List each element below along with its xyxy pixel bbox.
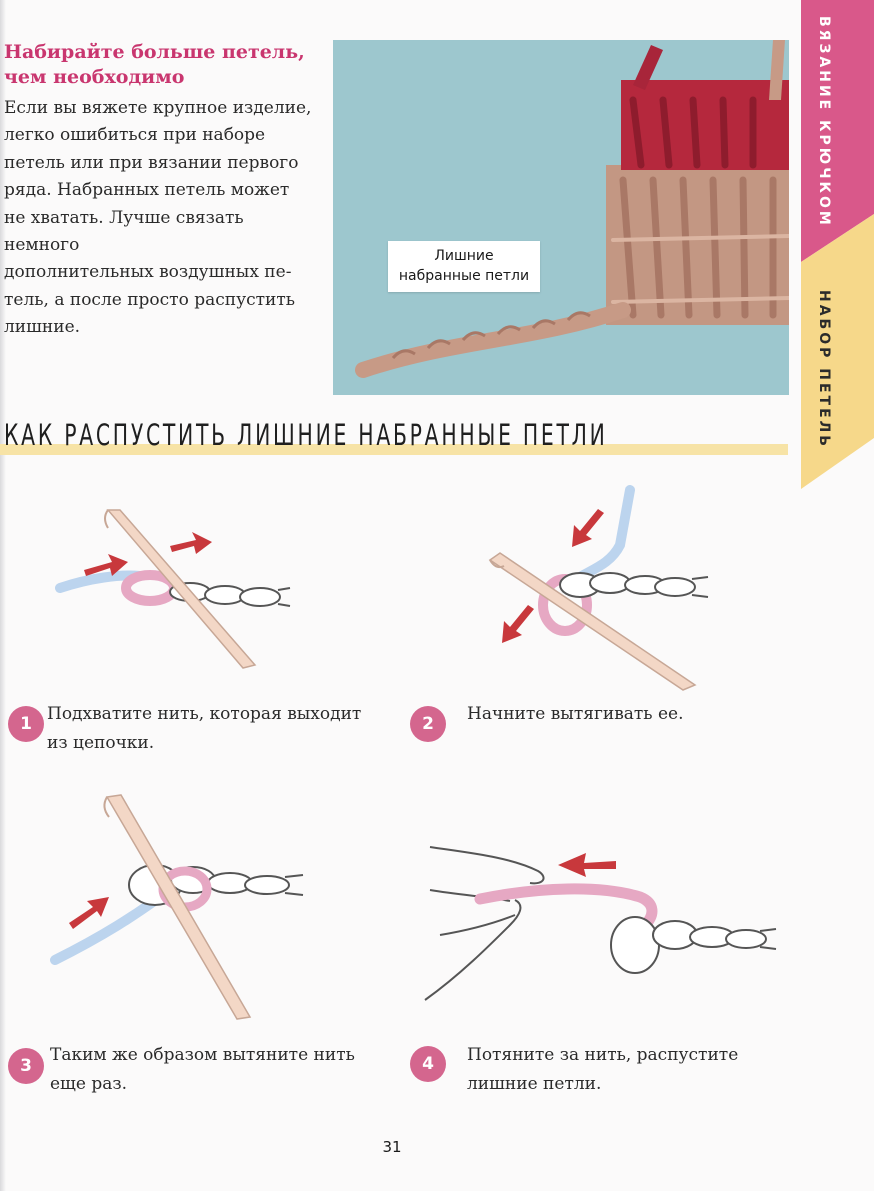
step-3-illustration <box>45 785 315 1020</box>
step-1-number: 1 <box>8 706 44 742</box>
step-1-text <box>47 700 387 758</box>
tip-text <box>4 95 324 342</box>
step-3-text <box>50 1041 390 1099</box>
step-4-text <box>467 1041 787 1099</box>
step-1-illustration <box>50 500 310 680</box>
crochet-swatch-photo <box>333 40 789 395</box>
step-2-number: 2 <box>410 706 446 742</box>
section-heading: КАК РАСПУСТИТЬ ЛИШНИЕ НАБРАННЫЕ ПЕТЛИ <box>4 418 608 452</box>
step-2-illustration <box>480 485 720 695</box>
step-2-line-1: Начните вытягивать ее. <box>467 704 684 724</box>
step-1-line-2: из цепочки. <box>47 733 155 753</box>
photo-label-line-1: Лишние <box>434 248 494 264</box>
tip-line: не хватать. Лучше связать немного <box>4 207 244 256</box>
step-3-number: 3 <box>8 1048 44 1084</box>
tip-line: ряда. Набранных петель может <box>4 180 290 201</box>
step-1-line-1: Подхватите нить, которая выходит <box>47 704 362 724</box>
tip-title-line-1: Набирайте больше петель, <box>4 41 305 63</box>
swatch-illustration <box>333 40 789 395</box>
tip-line: тель, а после просто распустить <box>4 289 296 310</box>
step-4-number: 4 <box>410 1046 446 1082</box>
step-4-illustration <box>420 835 780 1005</box>
tip-line: легко ошибиться при наборе <box>4 125 266 146</box>
tab-label-crochet: ВЯЗАНИЕ КРЮЧКОМ <box>816 16 832 228</box>
tip-line: Если вы вяжете крупное изделие, <box>4 98 312 118</box>
step-4-line-1: Потяните за нить, распустите <box>467 1045 739 1065</box>
tip-line: дополнительных воздушных пе- <box>4 262 292 283</box>
tip-title <box>4 40 314 90</box>
step-4-line-2: лишние петли. <box>467 1074 602 1094</box>
step-3-line-2: еще раз. <box>50 1074 128 1094</box>
tip-title-line-2: чем необходимо <box>4 66 185 88</box>
section-tab-yellow <box>801 214 874 489</box>
tip-line: лишние. <box>4 317 81 338</box>
tip-line: петель или при вязании первого <box>4 152 299 173</box>
photo-label-line-2: набранные петли <box>398 268 530 284</box>
page-number: 31 <box>382 1138 402 1156</box>
photo-label <box>388 241 540 292</box>
step-3-line-1: Таким же образом вытяните нить <box>50 1045 355 1065</box>
tab-label-cast-on: НАБОР ПЕТЕЛЬ <box>816 290 832 449</box>
step-2-text <box>467 700 787 729</box>
